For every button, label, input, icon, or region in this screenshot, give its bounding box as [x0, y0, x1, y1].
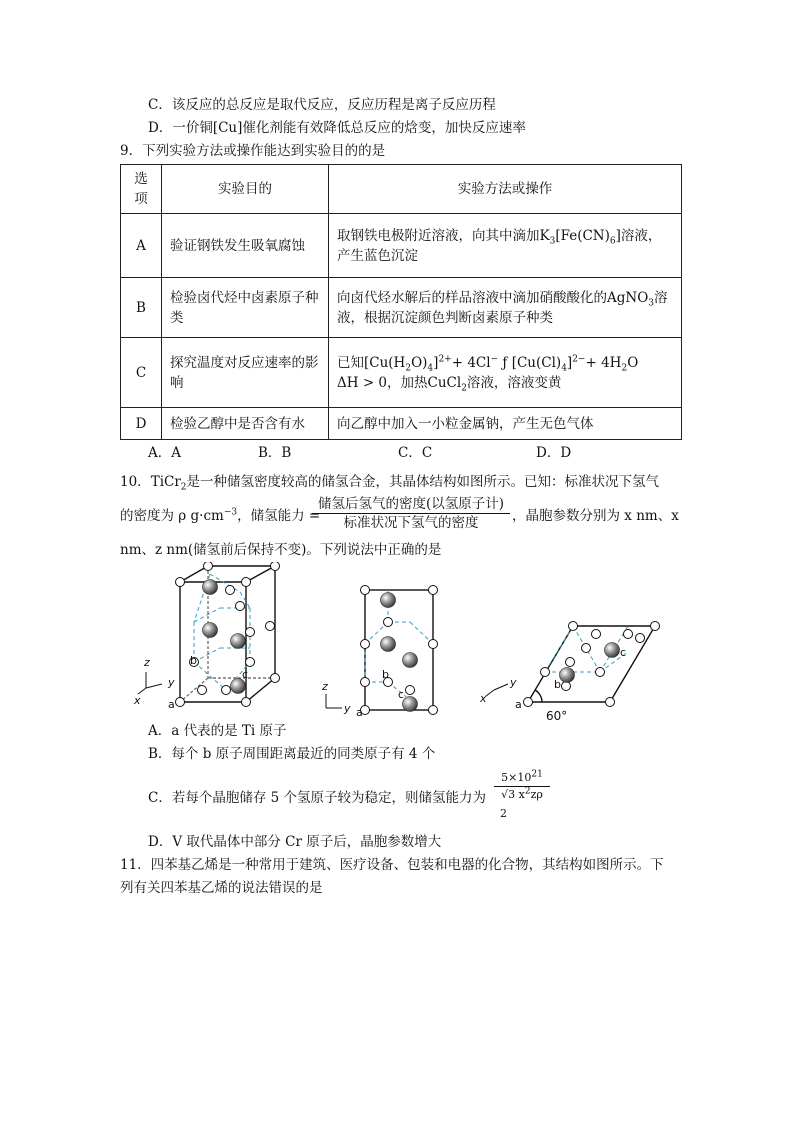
row-method: 取钢铁电极附近溶液，向其中滴加$K_3[Fe(CN)_6]$溶液， 产生蓝色沉淀	[329, 214, 682, 278]
q10-stem-line1: 10．TiCr$_2$是一种储氢密度较高的储氢合金，其晶体结构如图所示。已知：标准状况下氢气	[120, 474, 660, 493]
atom-gray-markers	[203, 580, 249, 694]
fig2-axes	[326, 694, 342, 708]
q11-stem-line2: 列有关四苯基乙烯的说法错误的是	[120, 880, 323, 896]
row-purpose: 检验乙醇中是否含有水	[162, 408, 329, 440]
header-method: 实验方法或操作	[329, 165, 682, 214]
svg-text:b: b	[190, 654, 197, 667]
svg-text:60°: 60°	[546, 709, 568, 722]
svg-text:y: y	[168, 676, 175, 689]
fig3-axes	[486, 684, 508, 696]
q11-stem-line1: 11．四苯基乙烯是一种常用于建筑、医疗设备、包装和电器的化合物，其结构如图所示。下	[120, 857, 664, 873]
table-row	[121, 278, 682, 338]
svg-text:c: c	[620, 646, 627, 659]
q10-option-c: C．若每个晶胞储存 5 个氢原子较为稳定，则储氢能力为	[148, 790, 487, 806]
fig3-labels	[479, 646, 626, 722]
table-row	[121, 338, 682, 408]
fig1-axes	[138, 672, 162, 694]
q9-choices	[148, 444, 571, 462]
row-option: B	[121, 278, 162, 338]
choice-b: B．B	[258, 445, 292, 461]
atom-white-markers	[176, 562, 280, 707]
table-row	[121, 408, 682, 440]
choice-c: C．C	[398, 445, 433, 461]
svg-text:y: y	[510, 676, 517, 689]
q10-option-b: B．每个 b 原子周围距离最近的同类原子有 4 个	[148, 746, 436, 762]
svg-text:x: x	[480, 692, 487, 705]
q8-option-d: D．一价铜[Cu]催化剂能有效降低总反应的焓变，加快反应速率	[148, 120, 526, 136]
table-header-row	[121, 165, 682, 214]
q10-option-a: A．a 代表的是 Ti 原子	[148, 723, 287, 739]
row-purpose: 检验卤代烃中卤素原子种类	[162, 278, 329, 338]
option-c-fraction: $5\times 10^{21}$ √3 $x^2z\rho$ 2	[494, 770, 550, 803]
choice-a: A．A	[148, 445, 181, 461]
svg-text:b: b	[382, 668, 389, 681]
svg-text:c: c	[242, 668, 249, 681]
q9-stem: 9．下列实验方法或操作能达到实验目的的是	[120, 143, 386, 159]
row-option: D	[121, 408, 162, 440]
row-method: 向乙醇中加入一小粒金属钠，产生无色气体	[329, 408, 682, 440]
storage-capacity-fraction: 储氢后氢气的密度(以氢原子计) 标准状况下氢气的密度	[312, 495, 510, 532]
row-option: A	[121, 214, 162, 278]
row-option: C	[121, 338, 162, 408]
atom-white-markers-top	[524, 622, 660, 707]
svg-text:a: a	[356, 706, 363, 719]
svg-text:a: a	[515, 698, 522, 711]
q8-option-c: C．该反应的总反应是取代反应，反应历程是离子反应历程	[148, 97, 496, 113]
table-row	[121, 214, 682, 278]
q10-stem-line2: 的密度为 ρ $g\cdot cm^{-3}$，储氢能力 =	[120, 507, 321, 524]
svg-text:z: z	[144, 656, 150, 669]
q10-stem-line3: nm、z nm(储氢前后保持不变)。下列说法中正确的是	[120, 542, 442, 558]
row-method: 已知$[Cu(H_2O)_4]^{2+}+ 4Cl^-$ ƒ $[Cu(Cl)_4]^{2-}+ 4H_2O$ ΔH > 0，加热CuCl$_2$溶液，溶液变黄	[329, 338, 682, 408]
row-purpose: 探究温度对反应速率的影响	[162, 338, 329, 408]
svg-text:c: c	[398, 688, 405, 701]
fig2-labels	[321, 668, 404, 719]
svg-text:a: a	[168, 698, 175, 711]
header-purpose: 实验目的	[162, 165, 329, 214]
row-purpose: 验证钢铁发生吸氧腐蚀	[162, 214, 329, 278]
svg-text:b: b	[554, 678, 561, 691]
row-method: 向卤代烃水解后的样品溶液中滴加硝酸酸化的AgNO$_3$溶 液，根据沉淀颜色判断卤素原子种类	[329, 278, 682, 338]
svg-text:z: z	[322, 680, 328, 693]
header-option: 选项	[121, 165, 162, 214]
crystal-structure-figures	[130, 562, 670, 722]
svg-text:x: x	[134, 694, 141, 707]
experiment-table	[120, 164, 682, 440]
q10-stem-line2-end: ，晶胞参数分别为 x nm、x	[512, 508, 679, 524]
q10-option-d: D．V 取代晶体中部分 Cr 原子后，晶胞参数增大	[148, 834, 442, 850]
svg-text:y: y	[344, 702, 351, 715]
choice-d: D．D	[536, 445, 572, 461]
